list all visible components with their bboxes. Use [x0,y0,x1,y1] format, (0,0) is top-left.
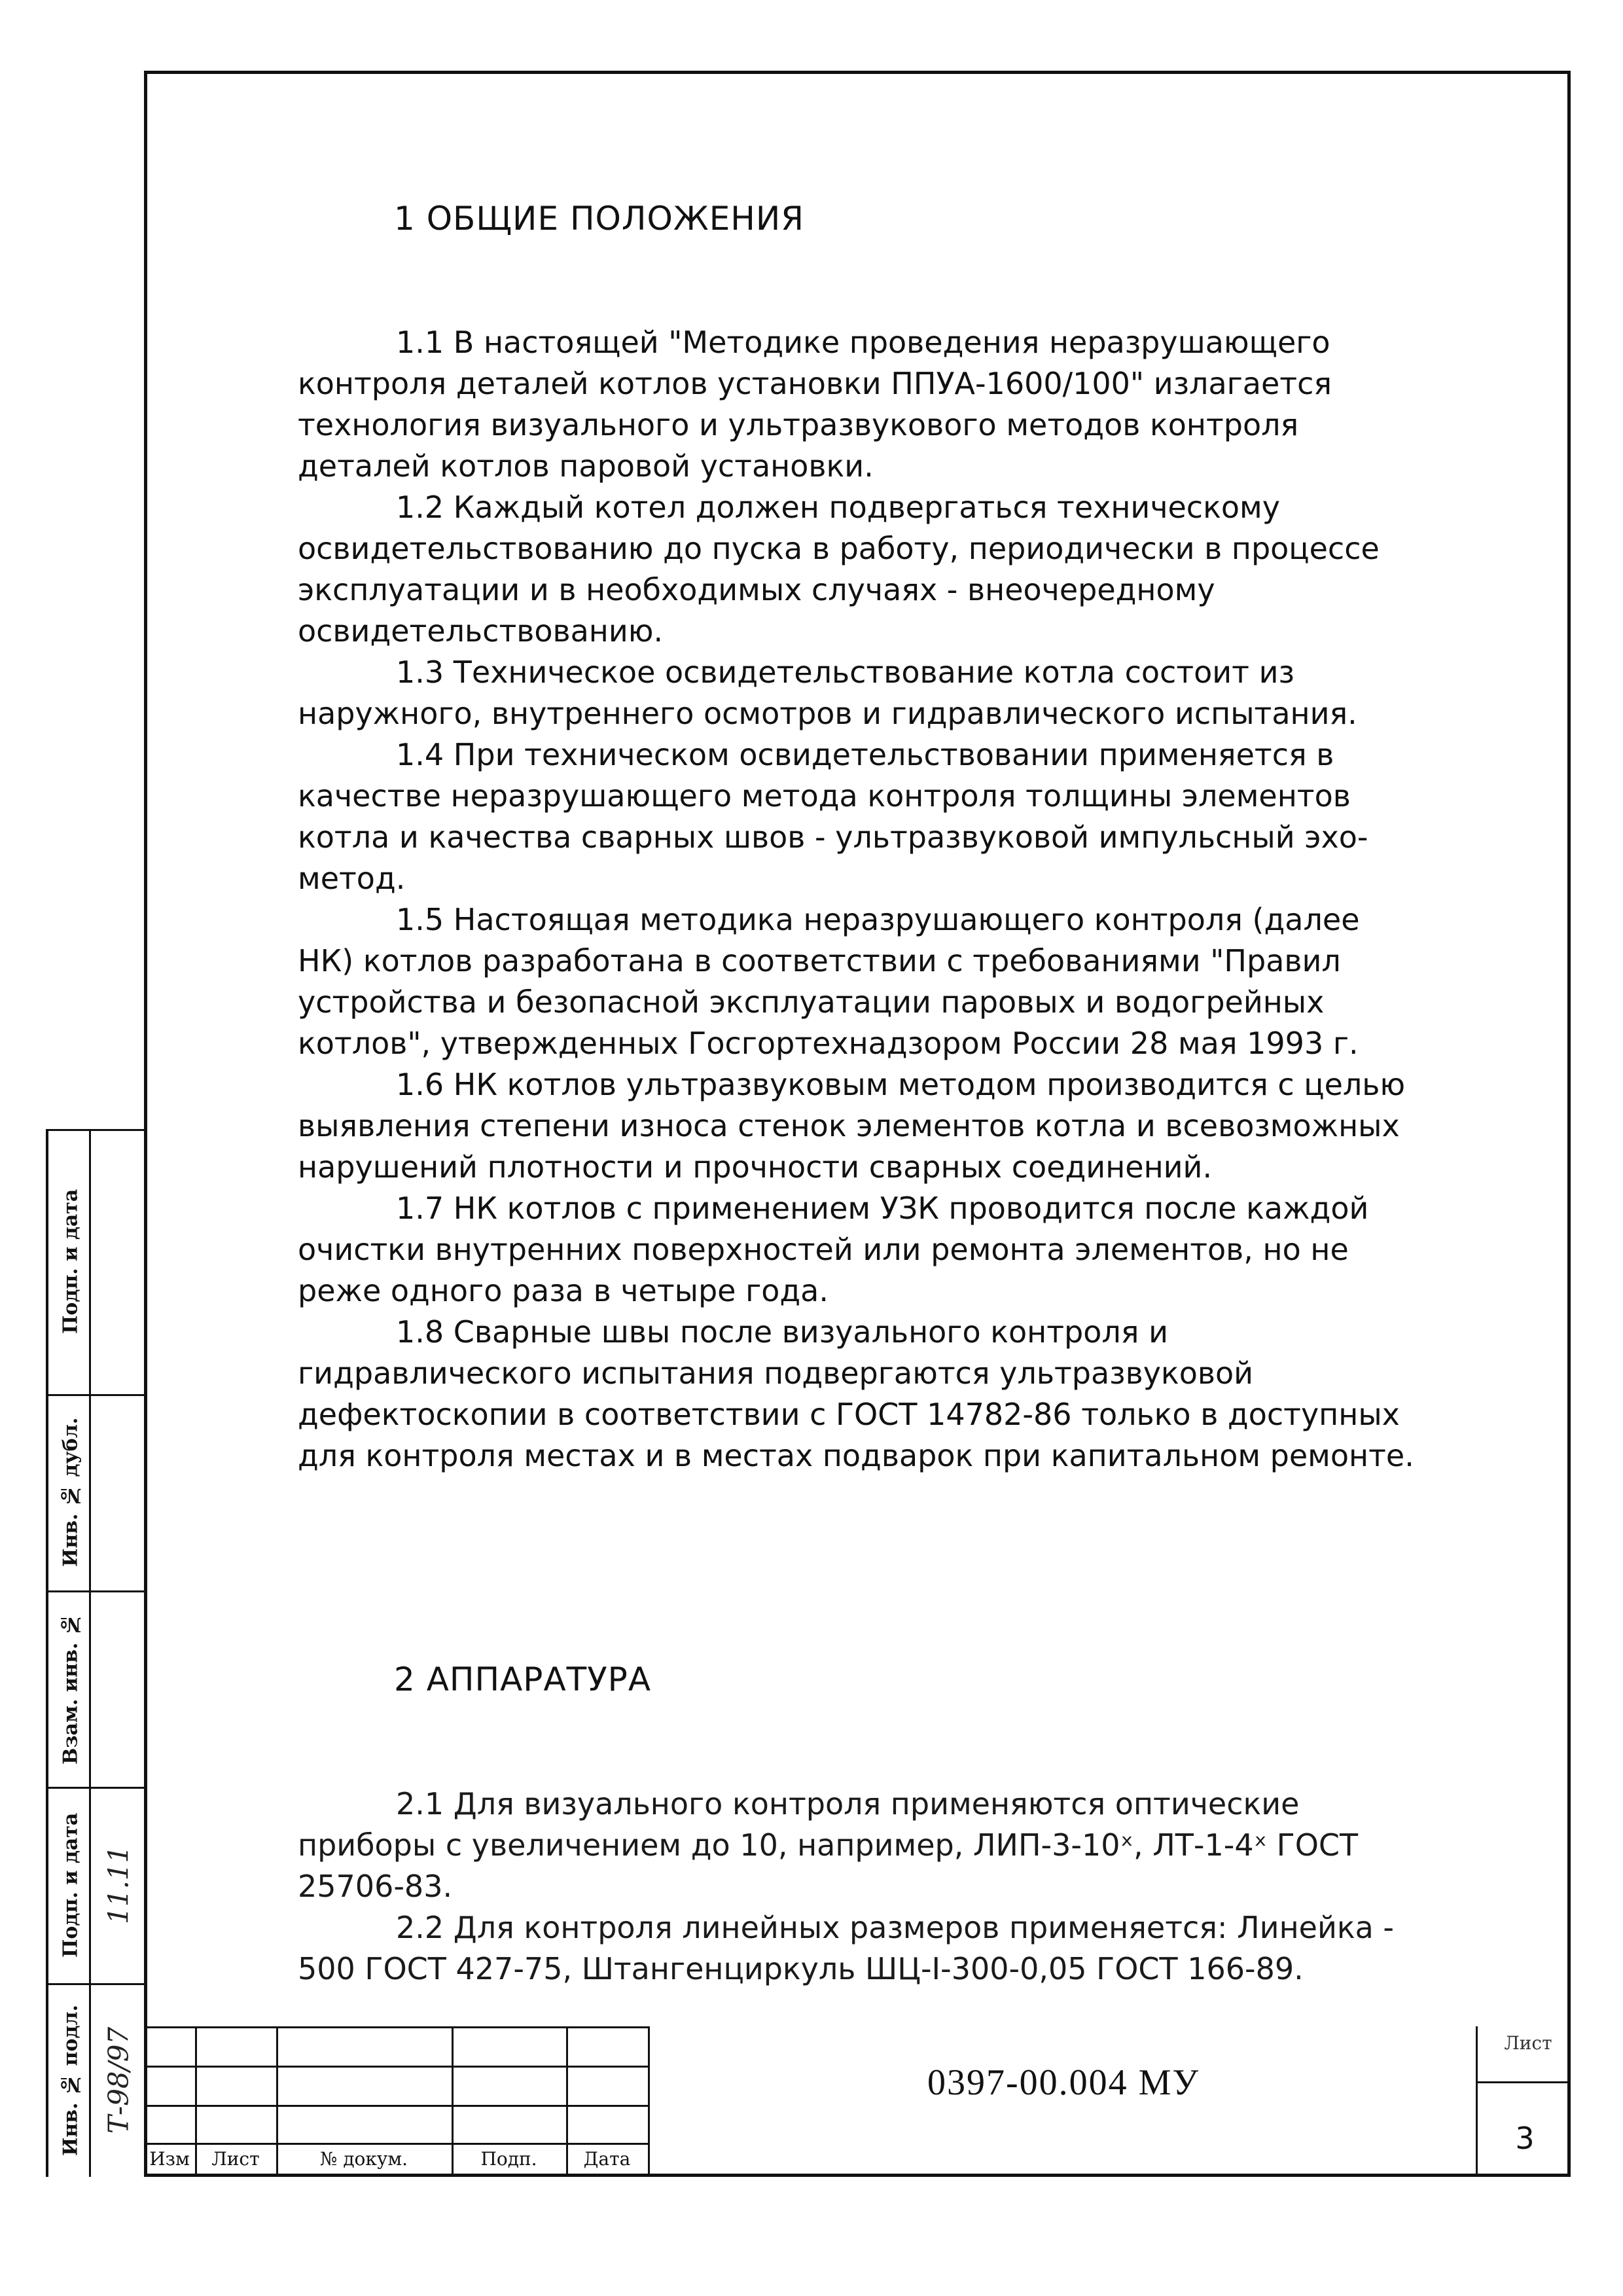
section-2-heading: 2 АППАРАТУРА [394,1660,652,1698]
title-block-line [144,2105,648,2107]
col-list: Лист [211,2148,260,2170]
inv-no-podl-label: Инв. № подл. [59,2004,82,2156]
document-code: 0397-00.004 МУ [927,2062,1200,2103]
col-date: Дата [583,2148,631,2170]
handwritten-date: 11.11 [102,1845,135,1925]
col-izm: Изм [149,2148,190,2170]
title-block-line [144,2026,648,2028]
paragraph-1-2: 1.2 Каждый котел должен подвергаться техническому освидетельствованию до пуска в работу, периодически в процессе эксплуатации и в необходимых случаях - внеочередному освидетельствованию. [298,490,1380,649]
section-2-body [298,1784,1423,1990]
col-signature: Подп. [480,2148,537,2170]
handwritten-inventory-number: Т-98/97 [102,2026,135,2134]
sheet-box-divider [1476,2081,1571,2083]
paragraph-2-1: 2.1 Для визуального контроля применяются оптические приборы с увеличением до 10, например, ЛИП-3-10ˣ, ЛТ-1-4ˣ ГОСТ 25706-83. [298,1786,1359,1904]
side-stamp [46,1129,147,2177]
section-1-heading: 1 ОБЩИЕ ПОЛОЖЕНИЯ [394,200,805,238]
paragraph-1-7: 1.7 НК котлов с применением УЗК проводится после каждой очистки внутренних поверхностей или ремонта элементов, но не реже одного раза в четыре года. [298,1191,1369,1308]
section-1-body [298,322,1423,1477]
inv-dubl-label: Инв. № дубл. [59,1417,82,1568]
sign-date-label: Подп. и дата [59,1812,82,1958]
paragraph-2-2: 2.2 Для контроля линейных размеров применяется: Линейка - 500 ГОСТ 427-75, Штангенциркуль ШЦ-I-300-0,05 ГОСТ 166-89. [298,1910,1395,1986]
paragraph-1-6: 1.6 НК котлов ультразвуковым методом производится с целью выявления степени износа стенок элементов котла и всевозможных нарушений плотности и прочности сварных соединений. [298,1067,1406,1185]
sign-date-label-2: Подп. и дата [59,1189,82,1335]
vzam-inv-label: Взам. инв. № [59,1613,82,1765]
paragraph-1-1: 1.1 В настоящей "Методике проведения неразрушающего контроля деталей котлов установки ППУА-1600/100" излагается технология визуального и ультразвукового методов контроля деталей котлов паровой установки. [298,325,1332,484]
side-stamp-divider [89,1129,91,2177]
col-doc-number: № докум. [319,2148,408,2170]
paragraph-1-3: 1.3 Техническое освидетельствование котла состоит из наружного, внутреннего осмотров и гидравлического испытания. [298,655,1357,731]
paragraph-1-4: 1.4 При техническом освидетельствовании применяется в качестве неразрушающего метода контроля толщины элементов котла и качества сварных швов - ультразвуковой импульсный эхо-метод. [298,737,1368,896]
title-block-line [144,2066,648,2068]
paragraph-1-8: 1.8 Сварные швы после визуального контроля и гидравлического испытания подвергаются ультразвуковой дефектоскопии в соответствии с ГОСТ 14782-86 только в доступных для контроля местах и в местах подварок при капитальном ремонте. [298,1314,1414,1473]
paragraph-1-5: 1.5 Настоящая методика неразрушающего контроля (далее НК) котлов разработана в соответствии с требованиями "Правил устройства и безопасной эксплуатации паровых и водогрейных котлов", утвержденных Госгортехнадзором России 28 мая 1993 г. [298,902,1360,1061]
sheet-number: 3 [1515,2121,1535,2156]
sheet-label: Лист [1504,2032,1552,2054]
